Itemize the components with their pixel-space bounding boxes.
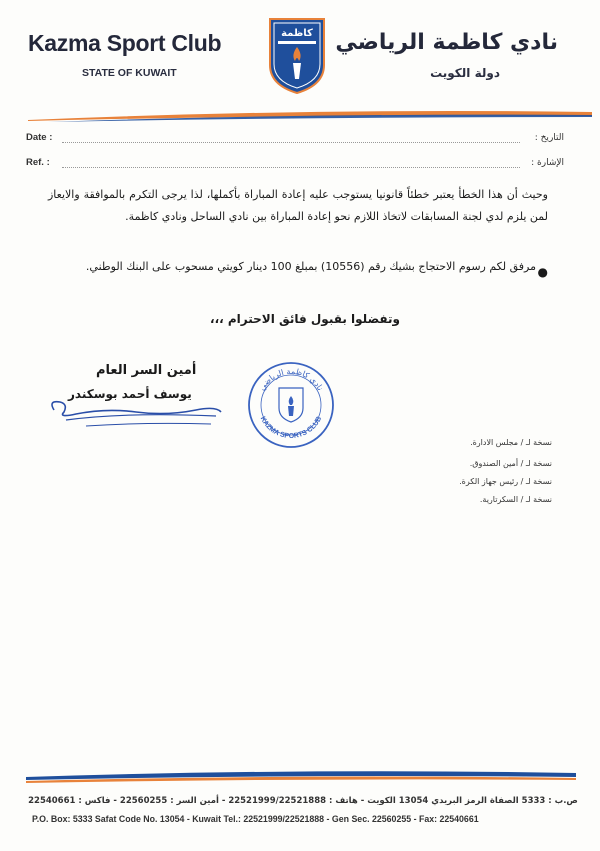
svg-text:KAZMA SPORTS CLUB: [259, 416, 324, 440]
stamp-text-ar: نادي كاظمة الرياضي: [257, 366, 325, 393]
state-en: STATE OF KUWAIT: [82, 67, 177, 79]
date-label-ar: التاريخ :: [534, 133, 564, 143]
club-name-en: Kazma Sport Club: [28, 30, 222, 56]
ref-label-en: Ref. :: [26, 157, 50, 168]
footer-address-en: P.O. Box: 5333 Safat Code No. 13054 - Kuwait Tel.: 22521999/22521888 - Gen Sec. 22560255 - Fax: 22540661: [32, 814, 479, 824]
club-name-ar: نادي كاظمة الرياضي: [335, 30, 558, 55]
footer-address-ar: ص.ب : 5333 الصفاة الرمز البريدي 13054 الكويت - هاتف : 22521999/22521888 - أمين السر : 22560255 - فاكس : 22540661: [28, 796, 578, 806]
ref-dots: [62, 167, 520, 168]
handwritten-signature: [46, 382, 226, 432]
club-stamp: [246, 360, 336, 450]
date-dots: [62, 142, 520, 143]
logo-text: كاظمة: [281, 28, 313, 39]
body-paragraph: وحيث أن هذا الخطأ يعتبر خطئاً قانونيا يستوجب عليه إعادة المباراة بأكملها، لذا يرجى التكرم بالموافقة والايعاز لمن يلزم لدي لجنة المسابقات لاتخاذ اللازم نحو إعادة المباراة بين نادي الساحل ونادي كاظمة.: [48, 188, 548, 223]
copy-line: نسخة لـ / مجلس الادارة.: [470, 438, 552, 447]
stamp-text-en: KAZMA SPORTS CLUB: [258, 415, 324, 441]
footer-divider: [26, 770, 576, 784]
signature-name: يوسف أحمد بوسكندر: [68, 387, 192, 401]
club-logo: [267, 17, 327, 95]
state-ar: دولة الكويت: [430, 66, 500, 80]
attachment-bullet: [48, 256, 536, 278]
signature-title: أمين السر العام: [96, 363, 197, 378]
header-divider: [28, 108, 592, 122]
copy-line: نسخة لـ / رئيس جهاز الكرة.: [459, 477, 552, 486]
closing-line: وتفضلوا بقبول فائق الاحترام ،،،: [210, 312, 400, 326]
date-label-en: Date :: [26, 132, 53, 143]
copy-line: نسخة لـ / السكرتارية.: [479, 495, 552, 504]
bullet-dot: ●: [537, 265, 548, 279]
copy-line: نسخة لـ / أمين الصندوق.: [469, 459, 552, 468]
bullet-text: مرفق لكم رسوم الاحتجاج بشيك رقم (10556) بمبلغ 100 دينار كويتي مسحوب على البنك الوطني.: [85, 260, 536, 273]
ref-label-ar: الإشارة :: [531, 158, 564, 168]
